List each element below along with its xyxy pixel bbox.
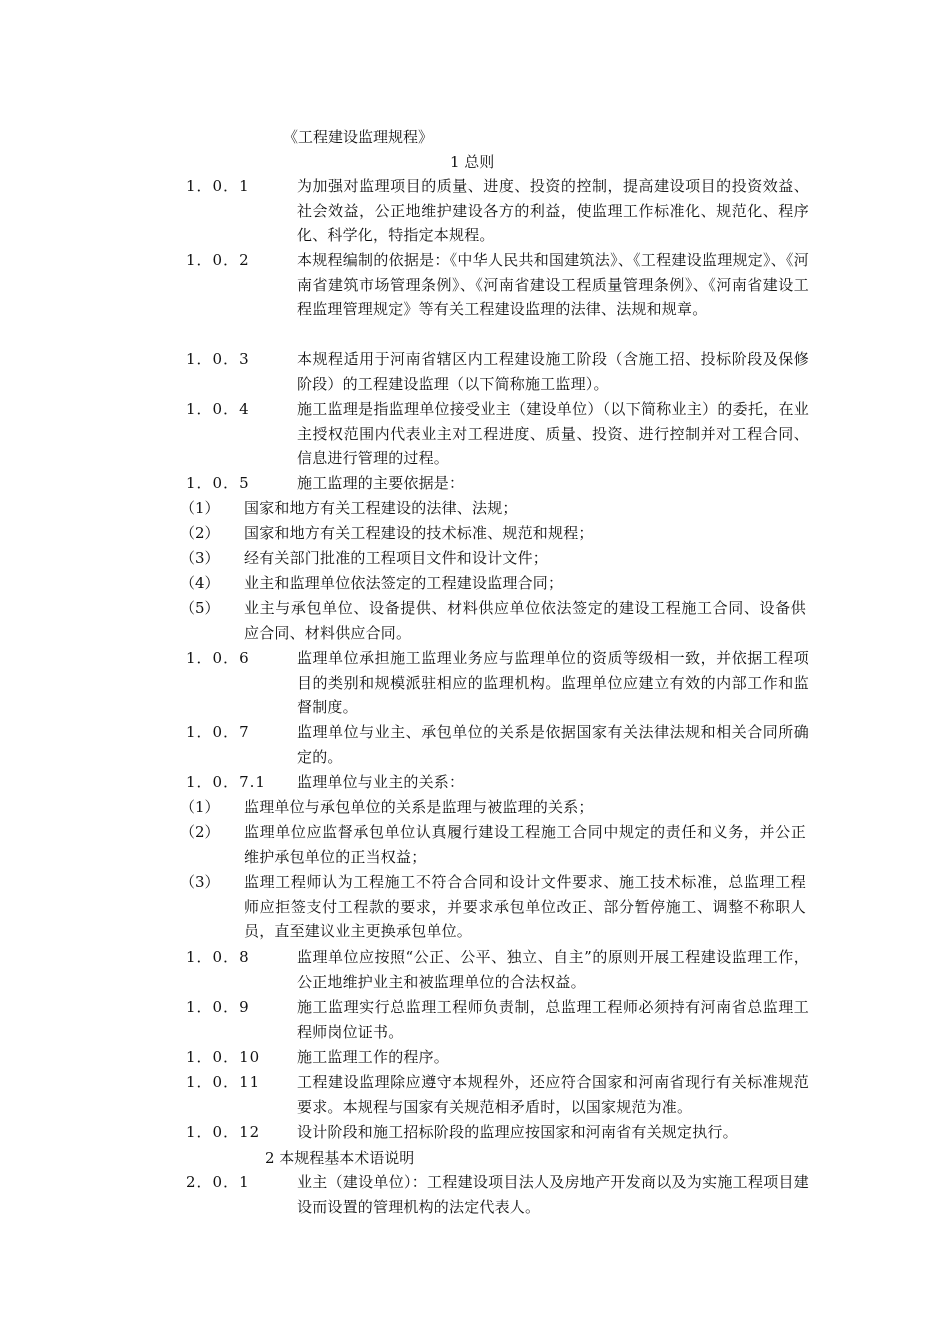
clause-text: 施工监理工作的程序。 (297, 1048, 450, 1066)
clause-number: 1．0．8 (186, 948, 250, 966)
clause-number: 1．0．9 (186, 998, 250, 1016)
sub-item-number: （5） (180, 599, 220, 617)
clause-text: 监理单位应按照“公正、公平、独立、自主”的原则开展工程建设监理工作，公正地维护业主和被监理单位的合法权益。 (297, 948, 809, 991)
sub-item-number: （2） (180, 524, 220, 542)
sub-item-text: 监理单位与承包单位的关系是监理与被监理的关系； (244, 798, 594, 816)
sub-item-text: 监理单位应监督承包单位认真履行建设工程施工合同中规定的责任和义务，并公正维护承包单位的正当权益； (244, 823, 806, 866)
clause-text: 本规程编制的依据是：《中华人民共和国建筑法》、《工程建设监理规定》、《河南省建筑市场管理条例》、《河南省建设工程质量管理条例》、《河南省建设工程监理管理规定》等有关工程建设监理的法律、法规和规章。 (297, 251, 809, 319)
clause-number: 1．0．2 (186, 251, 250, 269)
sub-item-number: （3） (180, 873, 220, 891)
clause-number: 2．0．1 (186, 1173, 250, 1191)
clause-number: 1．0．3 (186, 350, 250, 368)
clause-number: 1．0．1 (186, 177, 250, 195)
clause-number: 1．0．11 (186, 1073, 261, 1091)
sub-item-text: 国家和地方有关工程建设的技术标准、规范和规程； (244, 524, 594, 542)
clause-text: 监理单位与业主的关系： (297, 773, 465, 791)
clause-number: 1．0．6 (186, 649, 250, 667)
sub-item-text: 经有关部门批准的工程项目文件和设计文件； (244, 549, 549, 567)
clause-text: 施工监理是指监理单位接受业主（建设单位）（以下简称业主）的委托，在业主授权范围内代表业主对工程进度、质量、投资、进行控制并对工程合同、信息进行管理的过程。 (297, 400, 809, 468)
clause-number: 1．0．7.1 (186, 773, 266, 791)
sub-item-number: （1） (180, 798, 220, 816)
clause-number: 1．0．4 (186, 400, 250, 418)
sub-item-text: 监理工程师认为工程施工不符合合同和设计文件要求、施工技术标准，总监理工程师应拒签支付工程款的要求，并要求承包单位改正、部分暂停施工、调整不称职人员，直至建议业主更换承包单位。 (244, 873, 806, 941)
sub-item-number: （1） (180, 499, 220, 517)
sub-item-number: （4） (180, 574, 220, 592)
clause-number: 1．0．12 (186, 1123, 261, 1141)
clause-number: 1．0．7 (186, 723, 250, 741)
sub-item-number: （3） (180, 549, 220, 567)
clause-text: 监理单位与业主、承包单位的关系是依据国家有关法律法规和相关合同所确定的。 (297, 723, 809, 766)
sub-item-number: （2） (180, 823, 220, 841)
clause-text: 设计阶段和施工招标阶段的监理应按国家和河南省有关规定执行。 (297, 1123, 738, 1141)
chapter-2-title: 2 本规程基本术语说明 (265, 1149, 415, 1167)
clause-text: 施工监理的主要依据是： (297, 474, 465, 492)
clause-text: 施工监理实行总监理工程师负责制，总监理工程师必须持有河南省总监理工程师岗位证书。 (297, 998, 809, 1041)
chapter-1-title: 1 总则 (450, 153, 495, 171)
document-title: 《工程建设监理规程》 (283, 128, 434, 146)
clause-number: 1．0．10 (186, 1048, 261, 1066)
clause-text: 工程建设监理除应遵守本规程外，还应符合国家和河南省现行有关标准规范要求。本规程与国家有关规范相矛盾时，以国家规范为准。 (297, 1073, 809, 1116)
sub-item-text: 国家和地方有关工程建设的法律、法规； (244, 499, 518, 517)
clause-text: 为加强对监理项目的质量、进度、投资的控制，提高建设项目的投资效益、社会效益，公正地维护建设各方的利益，使监理工作标准化、规范化、程序化、科学化，特指定本规程。 (297, 177, 809, 245)
sub-item-text: 业主与承包单位、设备提供、材料供应单位依法签定的建设工程施工合同、设备供应合同、材料供应合同。 (244, 599, 806, 642)
clause-text: 监理单位承担施工监理业务应与监理单位的资质等级相一致，并依据工程项目的类别和规模派驻相应的监理机构。监理单位应建立有效的内部工作和监督制度。 (297, 649, 809, 717)
clause-text: 业主（建设单位）：工程建设项目法人及房地产开发商以及为实施工程项目建设而设置的管理机构的法定代表人。 (297, 1173, 809, 1216)
clause-text: 本规程适用于河南省辖区内工程建设施工阶段（含施工招、投标阶段及保修阶段）的工程建设监理（以下简称施工监理）。 (297, 350, 809, 393)
sub-item-text: 业主和监理单位依法签定的工程建设监理合同； (244, 574, 564, 592)
clause-number: 1．0．5 (186, 474, 250, 492)
